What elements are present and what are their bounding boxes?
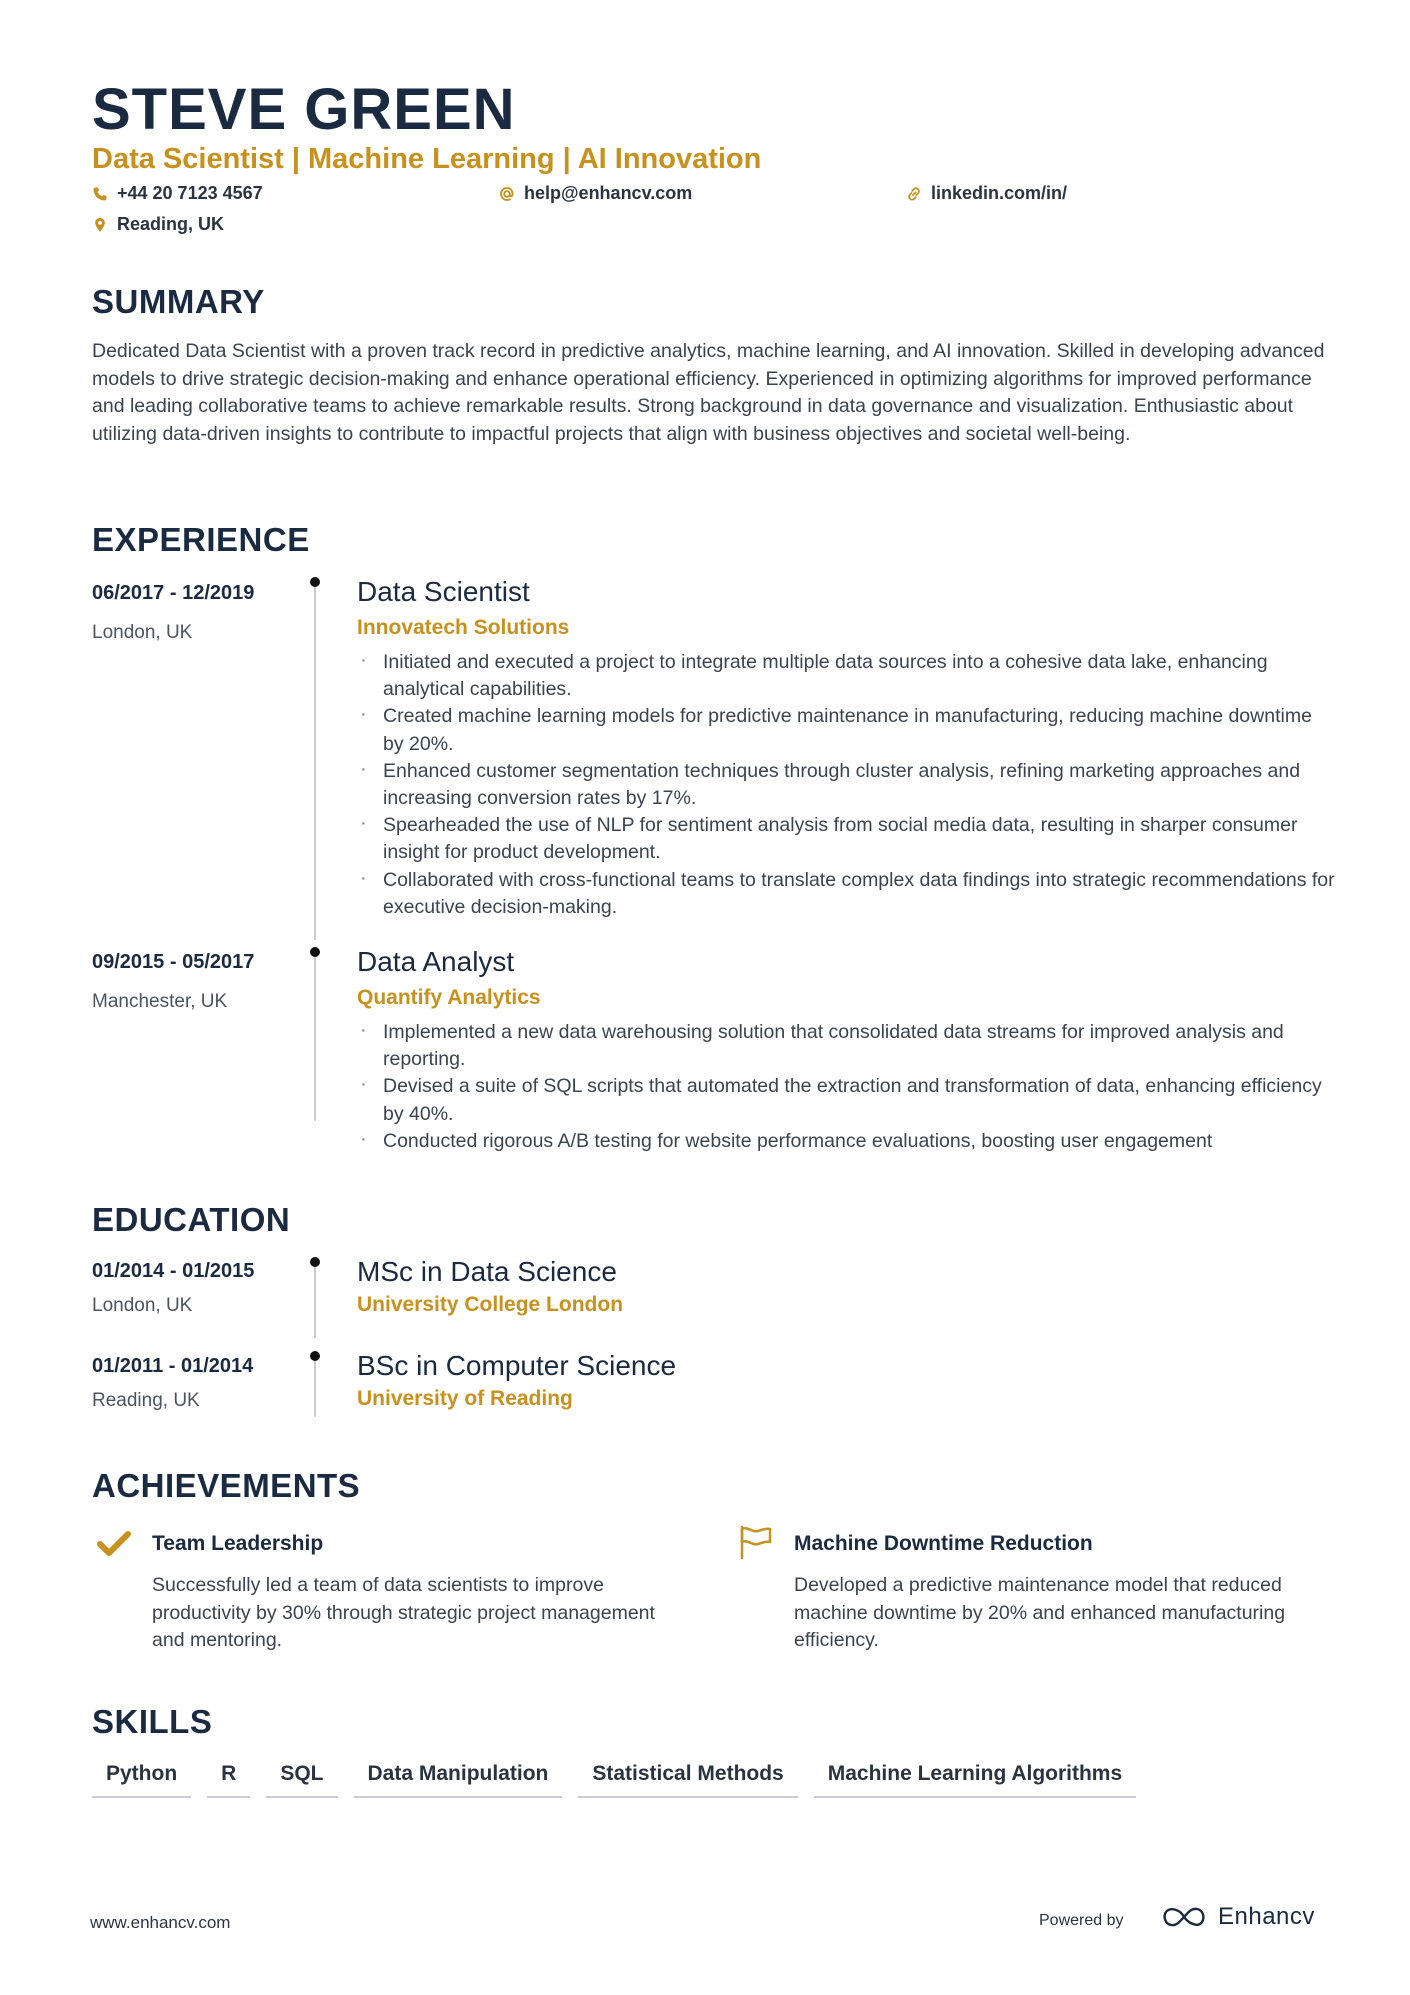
experience-heading: EXPERIENCE xyxy=(92,521,310,558)
link-icon xyxy=(906,186,922,202)
skills-list xyxy=(92,1762,1136,1798)
job-bullets xyxy=(357,649,1337,921)
skill-tag: R xyxy=(207,1762,250,1798)
brand-name: Enhancv xyxy=(1218,1903,1315,1930)
job-title: Data Scientist xyxy=(357,576,530,607)
degree-title: BSc in Computer Science xyxy=(357,1350,677,1381)
school-name: University College London xyxy=(357,1293,624,1316)
experience-timeline-line xyxy=(314,583,316,940)
email-text: help@enhancv.com xyxy=(524,183,693,203)
achievement-description: Successfully led a team of data scientists to improve productivity by 30% through strategic project management and mentoring. xyxy=(152,1574,655,1651)
job-bullet: · Conducted rigorous A/B testing for website performance evaluations, boosting user engagement xyxy=(357,1128,1337,1155)
achievement-title: Machine Downtime Reduction xyxy=(794,1532,1093,1555)
job-bullets xyxy=(357,1019,1337,1155)
job-bullet: · Spearheaded the use of NLP for sentiment analysis from social media data, resulting in sharper consumer insight for product development. xyxy=(357,812,1337,866)
education-timeline-line xyxy=(314,1357,316,1417)
education-timeline-line xyxy=(314,1262,316,1338)
contact-phone[interactable] xyxy=(92,183,263,204)
contact-location xyxy=(92,214,224,235)
job-location: London, UK xyxy=(92,622,193,643)
candidate-name: STEVE GREEN xyxy=(92,77,516,142)
job-bullet: · Devised a suite of SQL scripts that automated the extraction and transformation of data, enhancing efficiency by 40%. xyxy=(357,1073,1337,1127)
summary-text: Dedicated Data Scientist with a proven track record in predictive analytics, machine learning, and AI innovation. Skilled in developing advanced models to drive strategic decision-making and enhance operational efficiency. Experienced in optimizing algorithms for improved performance and leading collaborative teams to achieve remarkable results. Strong background in data governance and visualization. Enthusiastic about utilizing data-driven insights to contribute to impactful projects that align with business objectives and societal well-being. xyxy=(92,340,1325,445)
job-company: Quantify Analytics xyxy=(357,986,541,1009)
job-bullet: · Initiated and executed a project to integrate multiple data sources into a cohesive data lake, enhancing analytical capabilities. xyxy=(357,649,1337,703)
school-name: University of Reading xyxy=(357,1387,573,1410)
footer-website-link[interactable]: www.enhancv.com xyxy=(90,1913,231,1932)
linkedin-text: linkedin.com/in/ xyxy=(931,183,1068,203)
at-icon xyxy=(499,186,515,202)
skill-tag: Data Manipulation xyxy=(354,1762,563,1798)
job-dates: 09/2015 - 05/2017 xyxy=(92,951,255,973)
job-bullet: · Enhanced customer segmentation techniques through cluster analysis, refining marketing approaches and increasing conversion rates by 17%. xyxy=(357,758,1337,812)
flag-icon xyxy=(738,1524,774,1560)
job-dates: 06/2017 - 12/2019 xyxy=(92,582,255,604)
summary-heading: SUMMARY xyxy=(92,283,265,320)
phone-text: +44 20 7123 4567 xyxy=(117,183,263,203)
job-bullet: · Collaborated with cross-functional teams to translate complex data findings into strategic recommendations for executive decision-making. xyxy=(357,867,1337,921)
candidate-headline: Data Scientist | Machine Learning | AI Innovation xyxy=(92,143,762,175)
job-bullet: · Created machine learning models for predictive maintenance in manufacturing, reducing machine downtime by 20%. xyxy=(357,703,1337,757)
enhancv-logo-icon xyxy=(1160,1903,1208,1931)
achievement-title: Team Leadership xyxy=(152,1532,324,1555)
brand-logo[interactable] xyxy=(1160,1903,1315,1931)
achievement-description: Developed a predictive maintenance model that reduced machine downtime by 20% and enhanced manufacturing efficiency. xyxy=(794,1574,1286,1651)
job-location: Manchester, UK xyxy=(92,991,228,1012)
education-dates: 01/2011 - 01/2014 xyxy=(92,1355,254,1377)
timeline-dot xyxy=(310,1351,320,1361)
education-heading: EDUCATION xyxy=(92,1201,291,1238)
education-dates: 01/2014 - 01/2015 xyxy=(92,1260,255,1282)
timeline-dot xyxy=(310,577,320,587)
education-location: Reading, UK xyxy=(92,1390,200,1411)
achievements-heading: ACHIEVEMENTS xyxy=(92,1467,361,1504)
powered-by-label: Powered by xyxy=(1039,1912,1124,1929)
skill-tag: Statistical Methods xyxy=(578,1762,797,1798)
skill-tag: SQL xyxy=(266,1762,337,1798)
skill-tag: Python xyxy=(92,1762,191,1798)
contact-email[interactable] xyxy=(499,183,692,204)
location-pin-icon xyxy=(92,217,108,233)
education-location: London, UK xyxy=(92,1295,193,1316)
checkmark-icon xyxy=(96,1526,132,1562)
skill-tag: Machine Learning Algorithms xyxy=(814,1762,1136,1798)
location-text: Reading, UK xyxy=(117,214,225,234)
job-bullet: · Implemented a new data warehousing solution that consolidated data streams for improved analysis and reporting. xyxy=(357,1019,1337,1073)
degree-title: MSc in Data Science xyxy=(357,1256,617,1287)
job-title: Data Analyst xyxy=(357,946,515,977)
skills-heading: SKILLS xyxy=(92,1703,213,1740)
experience-timeline-line xyxy=(314,953,316,1121)
timeline-dot xyxy=(310,1257,320,1267)
job-company: Innovatech Solutions xyxy=(357,616,570,639)
timeline-dot xyxy=(310,947,320,957)
contact-linkedin[interactable] xyxy=(906,183,1067,204)
phone-icon xyxy=(92,186,108,202)
